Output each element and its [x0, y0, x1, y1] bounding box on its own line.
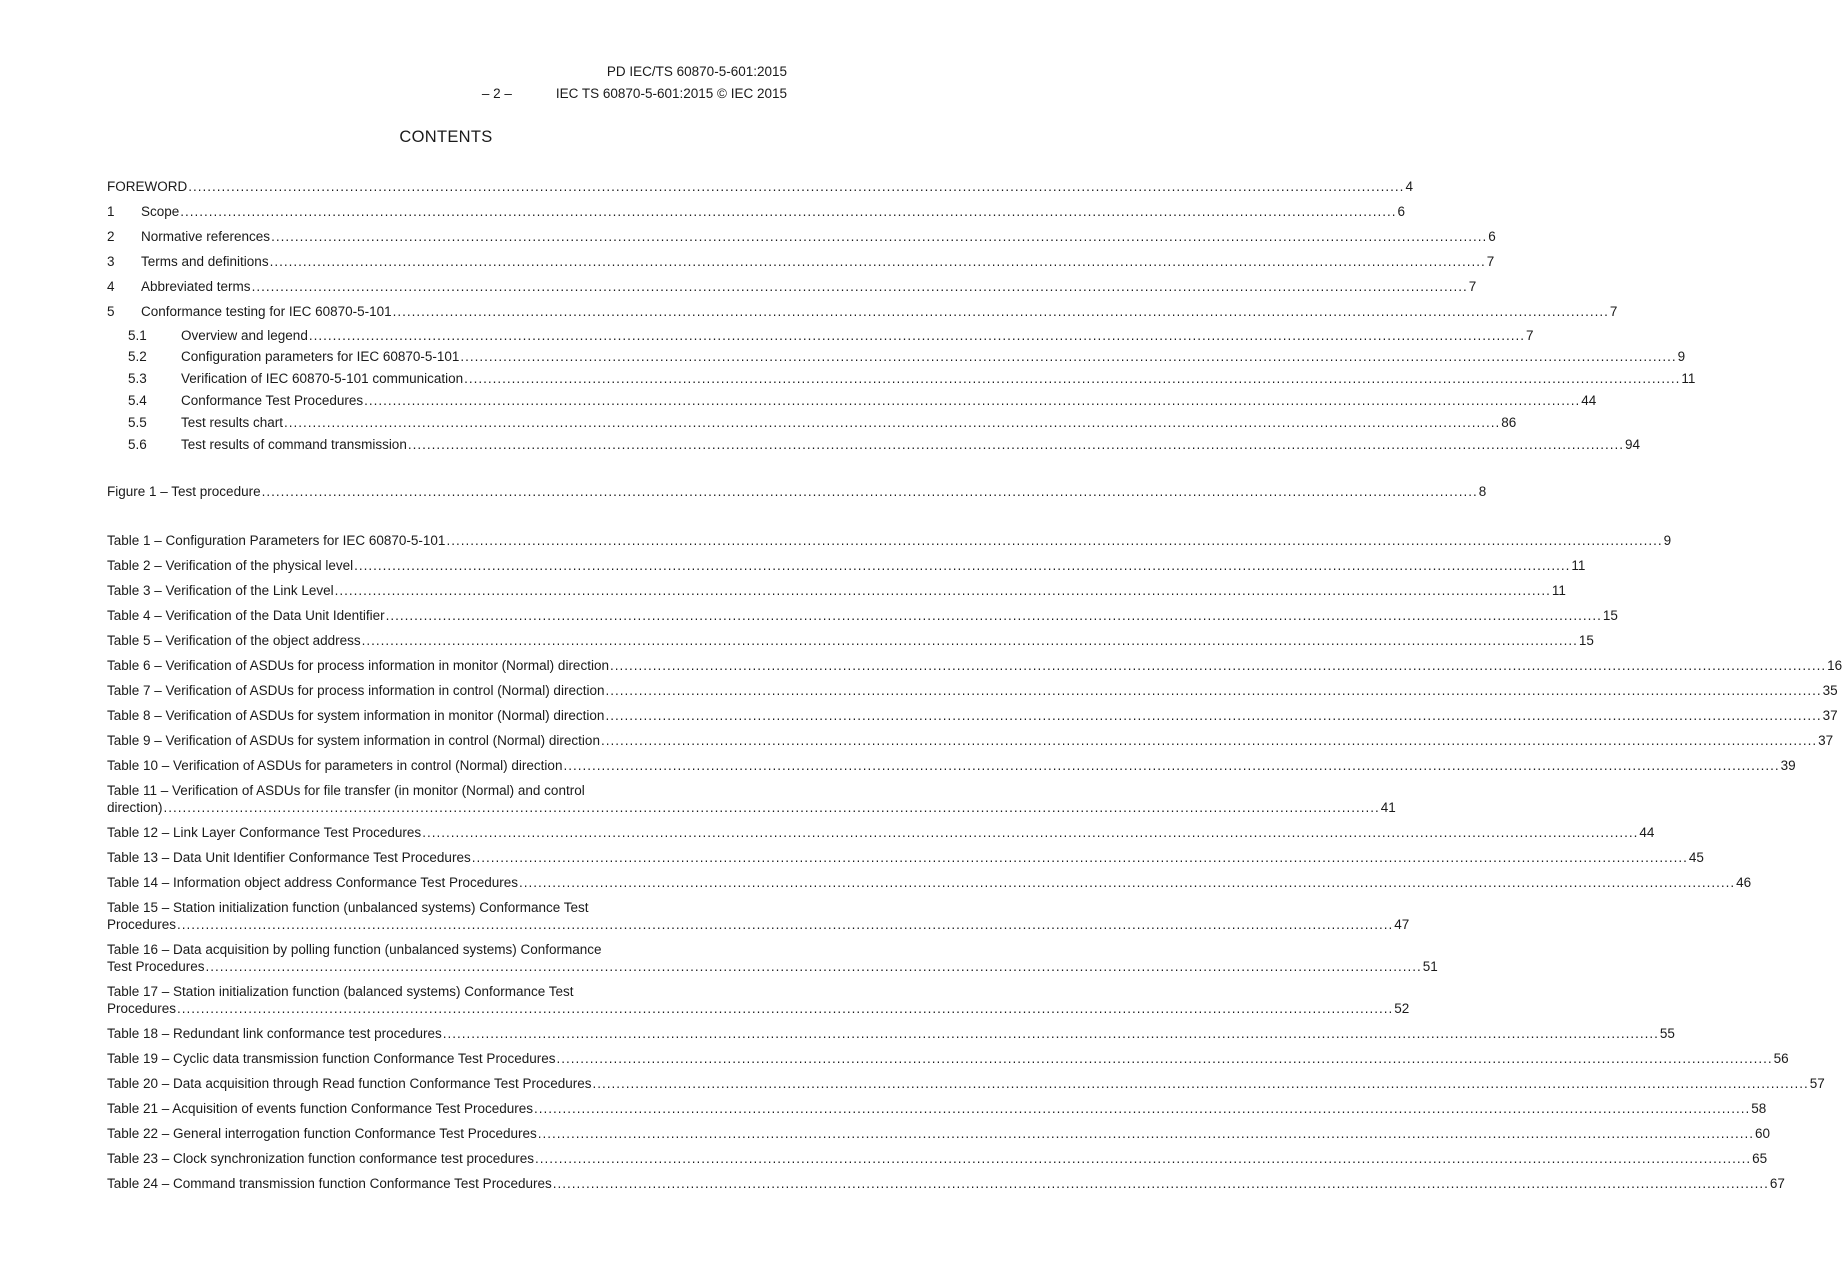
toc-entry[interactable]: [107, 483, 1487, 501]
toc-entry-page: 7: [1609, 304, 1618, 319]
toc-entry[interactable]: [107, 348, 1686, 366]
dot-leader: [534, 1100, 1750, 1118]
toc-entry-page: 51: [1422, 959, 1438, 974]
toc-entry-label: Table 13 – Data Unit Identifier Conformance Test Procedures: [107, 850, 471, 865]
toc-entry[interactable]: [107, 370, 1696, 388]
toc-entry[interactable]: [107, 874, 1752, 892]
toc-entry-page: 58: [1751, 1101, 1767, 1116]
toc-entry-page: 94: [1625, 437, 1641, 452]
toc-entry-label-continued: Procedures: [107, 1001, 177, 1016]
toc-entry[interactable]: [107, 178, 1413, 196]
toc-entry-page: 57: [1809, 1076, 1825, 1091]
dot-leader: [472, 849, 1688, 867]
dot-leader: [610, 657, 1826, 675]
toc-entry-page: 9: [1663, 533, 1672, 548]
toc-entry[interactable]: [107, 1125, 1770, 1143]
toc-entry-page: 15: [1578, 633, 1594, 648]
dot-leader: [605, 707, 1821, 725]
toc-entry[interactable]: [107, 1175, 1785, 1193]
toc-entry[interactable]: [107, 757, 1796, 775]
toc-entry[interactable]: [107, 732, 1834, 750]
dot-leader: [446, 532, 1662, 550]
dot-leader: [364, 392, 1580, 410]
toc-entry-page: 52: [1394, 1001, 1410, 1016]
toc-entry-page: 7: [1486, 254, 1495, 269]
toc-entry-label: Table 10 – Verification of ASDUs for parameters in control (Normal) direction: [107, 758, 563, 773]
toc-entry-label: Table 1 – Configuration Parameters for IEC 60870-5-101: [107, 533, 446, 548]
toc-entry[interactable]: [107, 253, 1495, 271]
toc-entry-number: 5.6: [128, 437, 147, 452]
toc-entry[interactable]: [107, 532, 1672, 550]
toc-entry-label: Table 22 – General interrogation function Conformance Test Procedures: [107, 1126, 537, 1141]
toc-entry-label: Test results chart: [181, 415, 284, 430]
toc-entry[interactable]: [107, 849, 1704, 867]
toc-entry[interactable]: [107, 303, 1618, 321]
toc-entry[interactable]: [107, 632, 1594, 650]
toc-entry-page: 56: [1773, 1051, 1789, 1066]
dot-leader: [164, 799, 1380, 816]
dot-leader: [354, 557, 1570, 575]
toc-entry-page: 39: [1780, 758, 1796, 773]
toc-entry[interactable]: [107, 780, 1396, 816]
toc-entry-label: Overview and legend: [181, 328, 308, 343]
toc-entry[interactable]: [107, 1075, 1825, 1093]
dot-leader: [188, 178, 1404, 196]
toc-entry[interactable]: [107, 278, 1477, 296]
toc-entry-page: 15: [1602, 608, 1618, 623]
toc-entry-label-continued: Procedures: [107, 917, 177, 932]
toc-entry-label: FOREWORD: [107, 179, 188, 194]
toc-entry-page: 65: [1752, 1151, 1768, 1166]
toc-entry-number: 5.4: [128, 393, 147, 408]
toc-entry[interactable]: [107, 939, 1438, 975]
toc-entry-label: Table 8 – Verification of ASDUs for system information in monitor (Normal) direction: [107, 708, 605, 723]
toc-entry-line2: [107, 916, 1409, 933]
toc-entry-page: 9: [1677, 349, 1686, 364]
toc-entry-label: Table 17 – Station initialization function (balanced systems) Conformance Test: [107, 984, 574, 999]
toc-entry[interactable]: [107, 707, 1838, 725]
toc-entry[interactable]: [107, 1100, 1767, 1118]
toc-entry[interactable]: [107, 436, 1641, 454]
dot-leader: [270, 253, 1486, 271]
toc-entry-label: Verification of IEC 60870-5-101 communication: [181, 371, 464, 386]
toc-entry-label: Table 24 – Command transmission function Conformance Test Procedures: [107, 1176, 552, 1191]
dot-leader: [593, 1075, 1809, 1093]
toc-entry[interactable]: [107, 203, 1405, 221]
toc-entry-page: 4: [1405, 179, 1413, 194]
toc-entry[interactable]: [107, 228, 1496, 246]
page-title: CONTENTS: [399, 128, 493, 146]
dot-leader: [605, 682, 1821, 700]
toc-entry-label: Table 7 – Verification of ASDUs for process information in control (Normal) direction: [107, 683, 605, 698]
toc-entry-label: Table 19 – Cyclic data transmission function Conformance Test Procedures: [107, 1051, 556, 1066]
toc-entry-number: 3: [107, 254, 115, 269]
toc-entry-page: 86: [1501, 415, 1517, 430]
document-id: PD IEC/TS 60870-5-601:2015: [606, 64, 787, 79]
dot-leader: [252, 278, 1468, 296]
toc-entry-label: Table 14 – Information object address Conformance Test Procedures: [107, 875, 518, 890]
dot-leader: [519, 874, 1735, 892]
toc-entry-label-continued: Test Procedures: [107, 959, 205, 974]
toc-entry-label: Table 20 – Data acquisition through Read function Conformance Test Procedures: [107, 1076, 592, 1091]
toc-entry-label: Table 21 – Acquisition of events function Conformance Test Procedures: [107, 1101, 534, 1116]
toc-entry-page: 35: [1822, 683, 1838, 698]
toc-entry-label: Table 6 – Verification of ASDUs for process information in monitor (Normal) direction: [107, 658, 609, 673]
toc-entry-page: 67: [1769, 1176, 1785, 1191]
toc-entry-text: [107, 984, 1409, 1017]
toc-entry-label: Table 23 – Clock synchronization function conformance test procedures: [107, 1151, 534, 1166]
toc-entry-number: 5.1: [128, 328, 147, 343]
toc-entry-line2: [107, 799, 1396, 816]
toc-entry[interactable]: [107, 1025, 1675, 1043]
header-line: [482, 86, 787, 101]
toc-entry-text: [107, 942, 1438, 975]
toc-entry[interactable]: [107, 1050, 1789, 1068]
toc-entry-label-continued: direction): [107, 800, 163, 815]
toc-entry-label: Table 18 – Redundant link conformance test procedures: [107, 1026, 442, 1041]
toc-entry-label: Table 2 – Verification of the physical level: [107, 558, 354, 573]
toc-entry-page: 7: [1468, 279, 1477, 294]
toc-entry-label: Normative references: [141, 229, 271, 244]
dot-leader: [538, 1125, 1754, 1143]
toc-entry-label: Table 5 – Verification of the object address: [107, 633, 361, 648]
toc-entry-page: 45: [1688, 850, 1704, 865]
dot-leader: [464, 370, 1680, 388]
dot-leader: [206, 958, 1422, 975]
toc-entry-text: [107, 783, 1396, 816]
toc-entry-page: 46: [1736, 875, 1752, 890]
dot-leader: [177, 916, 1393, 933]
toc-entry-label: Table 4 – Verification of the Data Unit Identifier: [107, 608, 385, 623]
dot-leader: [563, 757, 1779, 775]
toc-entry-line2: [107, 1000, 1409, 1017]
toc-entry-label: Conformance Test Procedures: [181, 393, 364, 408]
dot-leader: [408, 436, 1624, 454]
toc-entry[interactable]: [107, 682, 1838, 700]
toc-entry-label: Configuration parameters for IEC 60870-5-101: [181, 349, 460, 364]
toc-entry-label: Table 12 – Link Layer Conformance Test Procedures: [107, 825, 422, 840]
toc-entry[interactable]: [107, 557, 1586, 575]
toc-entry-label: Table 15 – Station initialization function (unbalanced systems) Conformance Test: [107, 900, 589, 915]
toc-entry-label: Table 9 – Verification of ASDUs for system information in control (Normal) direction: [107, 733, 600, 748]
toc-entry-page: 11: [1571, 558, 1586, 573]
toc-entry[interactable]: [107, 1150, 1768, 1168]
dot-leader: [362, 632, 1578, 650]
toc-entry-page: 55: [1659, 1026, 1675, 1041]
toc-entry-page: 44: [1581, 393, 1597, 408]
toc-entry[interactable]: [107, 824, 1655, 842]
toc-entry-label: Scope: [141, 204, 180, 219]
toc-entry-label: Terms and definitions: [141, 254, 269, 269]
toc-entry-page: 37: [1818, 733, 1834, 748]
toc-entry-page: 11: [1551, 583, 1566, 598]
toc-entry-page: 60: [1754, 1126, 1770, 1141]
toc-entry-label: Abbreviated terms: [141, 279, 251, 294]
dot-leader: [262, 483, 1478, 501]
toc-entry-number: 5.5: [128, 415, 147, 430]
dot-leader: [556, 1050, 1772, 1068]
toc-entry-number: 5: [107, 304, 115, 319]
toc-entry-page: 7: [1526, 328, 1534, 343]
toc-entry-number: 5.3: [128, 371, 147, 386]
toc-entry[interactable]: [107, 392, 1597, 410]
toc-entry-number: 2: [107, 229, 115, 244]
toc-entry-label: Table 3 – Verification of the Link Level: [107, 583, 334, 598]
dot-leader: [309, 327, 1525, 345]
toc-entry-page: 6: [1397, 204, 1405, 219]
dot-leader: [271, 228, 1487, 246]
toc-entry-label: Table 16 – Data acquisition by polling function (unbalanced systems) Conformance: [107, 942, 602, 957]
toc-entry[interactable]: [107, 657, 1842, 675]
dot-leader: [393, 303, 1609, 321]
dot-leader: [460, 348, 1676, 366]
toc-entry-text: [107, 900, 1409, 933]
toc-entry-page: 44: [1639, 825, 1655, 840]
toc-entry[interactable]: [107, 981, 1410, 1017]
dot-leader: [386, 607, 1602, 625]
dot-leader: [284, 414, 1500, 432]
dot-leader: [553, 1175, 1769, 1193]
toc-entry-page: 6: [1488, 229, 1496, 244]
toc-entry-number: 5.2: [128, 349, 147, 364]
dot-leader: [177, 1000, 1393, 1017]
toc-entry-label: Table 11 – Verification of ASDUs for file transfer (in monitor (Normal) and control: [107, 783, 585, 798]
copyright-line: IEC TS 60870-5-601:2015 © IEC 2015: [555, 86, 787, 101]
page-number: – 2 –: [481, 86, 512, 101]
toc-entry-line2: [107, 958, 1438, 975]
toc-entry-page: 41: [1380, 800, 1396, 815]
dot-leader: [335, 582, 1551, 600]
toc-entry-label: Conformance testing for IEC 60870-5-101: [141, 304, 392, 319]
toc-entry-page: 37: [1822, 708, 1838, 723]
toc-entry-page: 11: [1681, 371, 1696, 386]
toc-entry[interactable]: [107, 582, 1566, 600]
dot-leader: [601, 732, 1817, 750]
toc-entry[interactable]: [107, 897, 1410, 933]
toc-entry-page: 8: [1478, 484, 1487, 499]
dot-leader: [180, 203, 1396, 221]
toc-entry-number: 1: [107, 204, 115, 219]
toc-entry-page: 16: [1827, 658, 1842, 673]
toc-entry-label: Figure 1 – Test procedure: [107, 484, 261, 499]
dot-leader: [535, 1150, 1751, 1168]
toc-entry[interactable]: [107, 607, 1618, 625]
toc-entry[interactable]: [107, 414, 1517, 432]
toc-entry-page: 47: [1394, 917, 1410, 932]
toc-entry-label: Test results of command transmission: [181, 437, 407, 452]
dot-leader: [422, 824, 1638, 842]
dot-leader: [443, 1025, 1659, 1043]
toc-entry-number: 4: [107, 279, 115, 294]
toc-entry[interactable]: [107, 327, 1534, 345]
